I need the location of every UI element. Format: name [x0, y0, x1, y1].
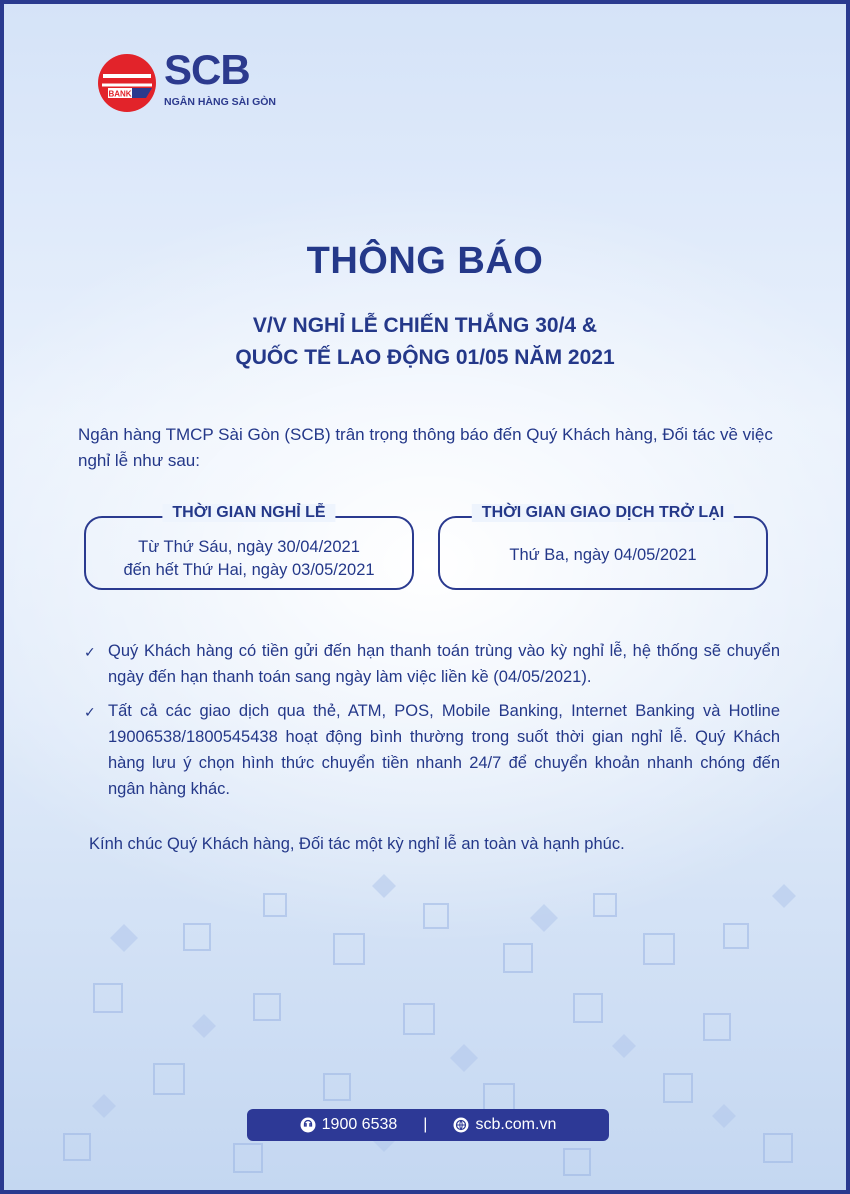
emblem-text: BANK — [108, 89, 132, 99]
notice-bullets — [84, 638, 780, 810]
contact-footer — [247, 1109, 609, 1141]
hotline-link[interactable] — [300, 1116, 398, 1134]
logo-subtitle: NGÂN HÀNG SÀI GÒN — [164, 96, 277, 108]
resume-trading-box — [438, 504, 768, 590]
bullet-text: Tất cả các giao dịch qua thẻ, ATM, POS, Mobile Banking, Internet Banking và Hotline 19006538/1800545438 hoạt động bình thường trong suốt thời gian nghỉ lễ. Quý Khách hàng lưu ý chọn hình thức chuyển tiền nhanh 24/7 để chuyển khoản nhanh chóng đến ngân hàng khác. — [108, 702, 780, 798]
footer-separator: | — [423, 1116, 428, 1133]
checkmark-icon: ✓ — [84, 704, 96, 720]
hotline-number: 1900 6538 — [321, 1116, 398, 1133]
notice-title: THÔNG BÁO — [306, 240, 544, 282]
holiday-box-body — [86, 536, 412, 582]
bullet-text: Quý Khách hàng có tiền gửi đến hạn thanh toán trùng vào kỳ nghỉ lễ, hệ thống sẽ chuyển ngày đến hạn thanh toán sang ngày làm việc liền kề (04/05/2021). — [108, 642, 780, 686]
decorative-pattern — [4, 864, 846, 1194]
holiday-box-line-2: đến hết Thứ Hai, ngày 03/05/2021 — [123, 561, 375, 579]
logo-name: SCB — [164, 46, 250, 93]
holiday-period-box — [84, 504, 414, 590]
website-link[interactable] — [453, 1116, 556, 1134]
subtitle-line-2: QUỐC TẾ LAO ĐỘNG 01/05 NĂM 2021 — [235, 346, 615, 369]
list-item — [84, 698, 780, 802]
checkmark-icon: ✓ — [84, 644, 96, 660]
resume-box-line-1: Thứ Ba, ngày 04/05/2021 — [509, 546, 697, 564]
list-item — [84, 638, 780, 690]
intro-paragraph: Ngân hàng TMCP Sài Gòn (SCB) trân trọng thông báo đến Quý Khách hàng, Đối tác về việc nghỉ lễ như sau: — [78, 425, 773, 470]
notice-subtitle — [4, 310, 846, 374]
resume-box-title: THỜI GIAN GIAO DỊCH TRỞ LẠI — [472, 504, 734, 522]
holiday-box-title: THỜI GIAN NGHỈ LỄ — [162, 504, 335, 522]
holiday-box-line-1: Từ Thứ Sáu, ngày 30/04/2021 — [138, 538, 360, 556]
phone-icon — [300, 1117, 316, 1133]
scb-emblem-icon — [96, 52, 158, 114]
website-url: scb.com.vn — [475, 1116, 557, 1133]
scb-logo — [96, 46, 277, 114]
globe-icon — [453, 1117, 469, 1133]
subtitle-line-1: V/V NGHỈ LỄ CHIẾN THẮNG 30/4 & — [252, 314, 598, 337]
closing-wish: Kính chúc Quý Khách hàng, Đối tác một kỳ nghỉ lễ an toàn và hạnh phúc. — [89, 835, 625, 853]
resume-box-body — [440, 544, 766, 567]
